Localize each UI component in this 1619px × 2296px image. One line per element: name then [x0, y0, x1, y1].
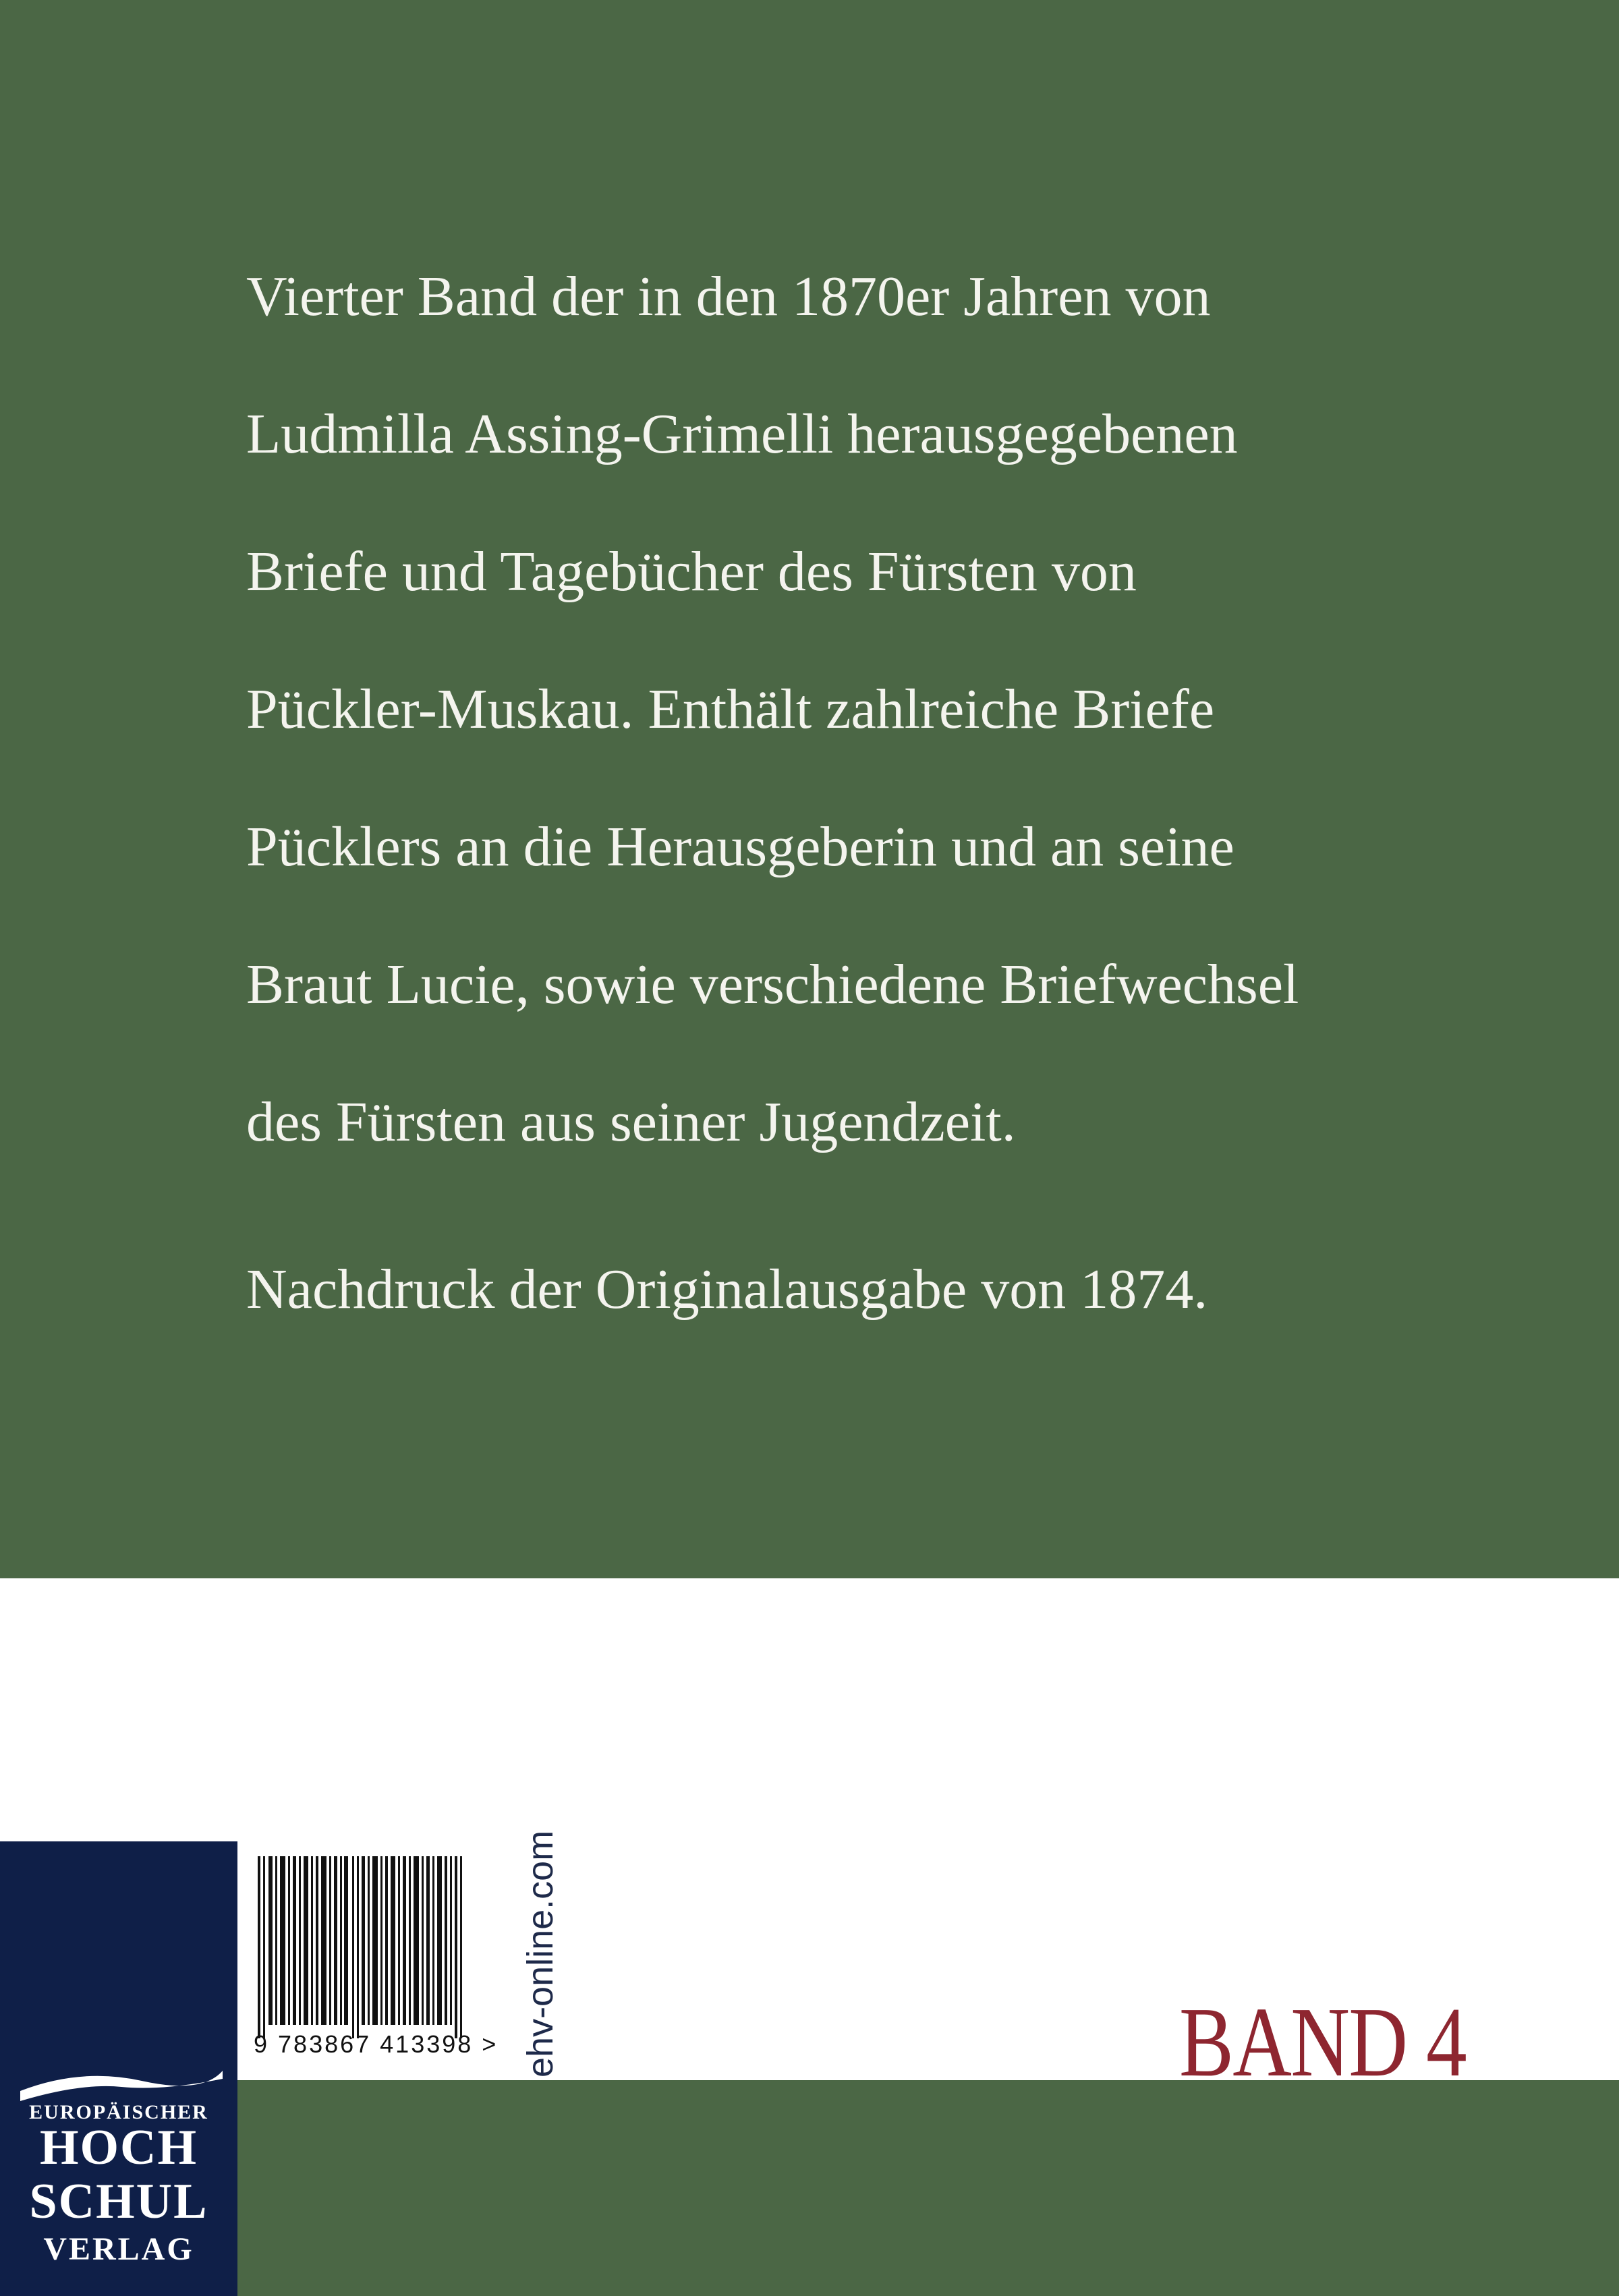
wave-logo-icon [20, 2064, 223, 2104]
reprint-note: Nachdruck der Originalausgabe von 1874. [246, 1258, 1208, 1321]
barcode-icon [258, 1856, 480, 2038]
blurb-line: Vierter Band der in den 1870er Jahren von [246, 265, 1211, 328]
publisher-url[interactable]: ehv-online.com [520, 1830, 561, 2077]
publisher-logo [0, 1841, 237, 2296]
blurb-line: Briefe und Tagebücher des Fürsten von [246, 540, 1137, 603]
blurb-text [246, 256, 1460, 1219]
blurb-line: Pücklers an die Herausgeberin und an seine [246, 815, 1234, 878]
publisher-line-2: HOCH [39, 2120, 198, 2175]
blurb-line: Pückler-Muskau. Enthält zahlreiche Briefe [246, 678, 1215, 741]
publisher-line-3: SCHUL [29, 2174, 208, 2229]
blurb-line: Ludmilla Assing-Grimelli herausgegebenen [246, 403, 1238, 465]
blurb-line: des Fürsten aus seiner Jugendzeit. [246, 1091, 1016, 1153]
isbn-digits: 9 783867 413398 > [254, 2030, 499, 2058]
volume-label: BAND 4 [1179, 1987, 1467, 2098]
publisher-line-4: VERLAG [43, 2231, 194, 2267]
isbn-barcode [237, 1841, 538, 2080]
blurb-line: Braut Lucie, sowie verschiedene Briefwechsel [246, 953, 1299, 1016]
bottom-band [0, 2080, 1619, 2296]
publisher-line-1: EUROPÄISCHER [29, 2101, 208, 2123]
